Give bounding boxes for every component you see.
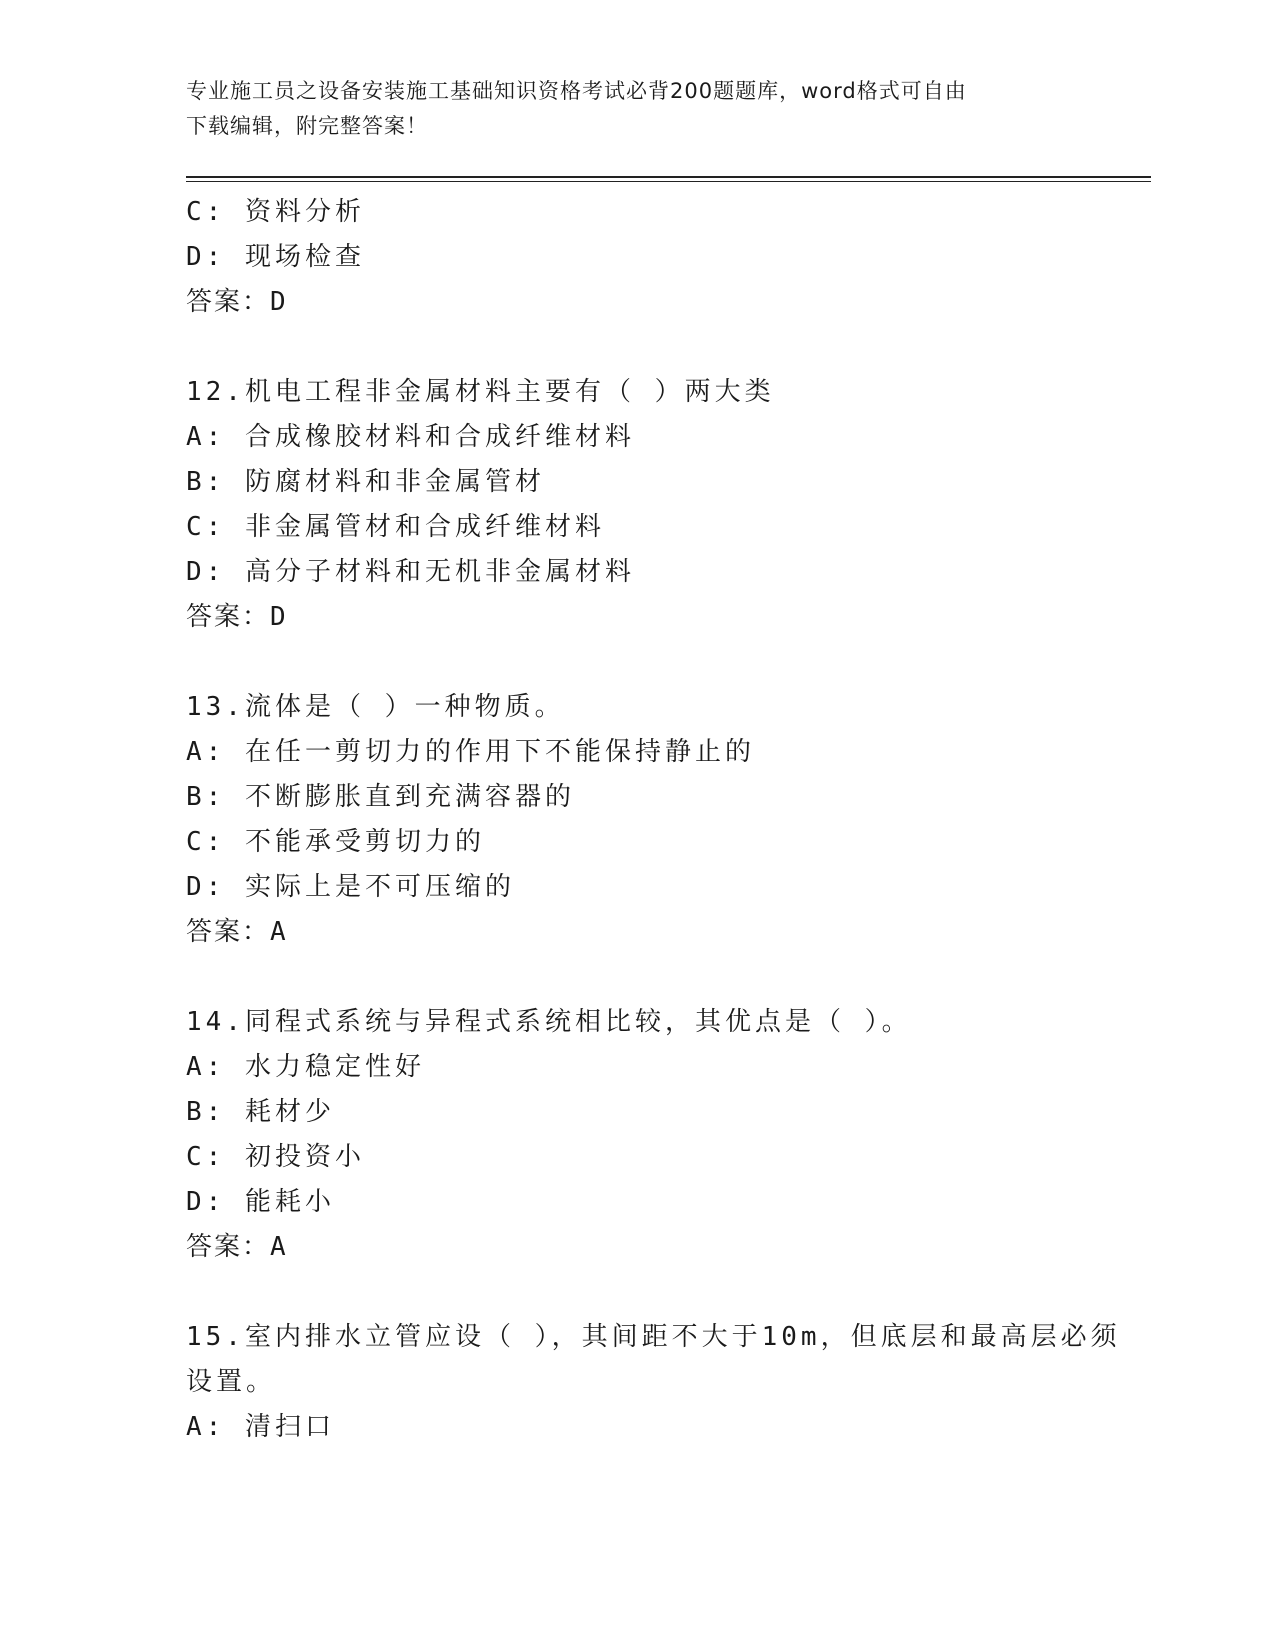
option-d: D: 现场检查 — [186, 242, 365, 272]
option-c: C: 非金属管材和合成纤维材料 — [186, 512, 605, 542]
answer-line — [186, 280, 1086, 325]
option-b: B: 耗材少 — [186, 1097, 335, 1127]
option-b: B: 防腐材料和非金属管材 — [186, 467, 545, 497]
option-d: D: 实际上是不可压缩的 — [186, 872, 515, 902]
option-c: C: 初投资小 — [186, 1142, 365, 1172]
answer-line — [186, 1225, 1086, 1270]
option-d: D: 能耗小 — [186, 1187, 335, 1217]
question-stem-continued: 设置。 — [186, 1367, 277, 1397]
header-line-2: 下载编辑，附完整答案！ — [186, 114, 428, 138]
answer-line — [186, 910, 1086, 955]
answer-value: A — [270, 1232, 288, 1262]
question-list — [186, 190, 1121, 1450]
option-c: C: 资料分析 — [186, 197, 365, 227]
spacer — [186, 640, 1086, 685]
spacer — [186, 955, 1086, 1000]
option-a: A: 合成橡胶材料和合成纤维材料 — [186, 422, 635, 452]
spacer — [186, 1270, 1086, 1315]
answer-label: 答案： — [186, 602, 271, 632]
option-a: A: 在任一剪切力的作用下不能保持静止的 — [186, 737, 755, 767]
header-rule-thin — [186, 181, 1151, 182]
page-header — [186, 74, 1066, 144]
question-stem: 15.室内排水立管应设（ ），其间距不大于10m，但底层和最高层必须 — [186, 1322, 1121, 1352]
answer-value: A — [270, 917, 288, 947]
option-b: B: 不断膨胀直到充满容器的 — [186, 782, 575, 812]
answer-label: 答案： — [186, 917, 271, 947]
question-stem: 12.机电工程非金属材料主要有（ ）两大类 — [186, 377, 775, 407]
header-line-1: 专业施工员之设备安装施工基础知识资格考试必背200题题库，word格式可自由 — [186, 79, 967, 103]
option-a: A: 清扫口 — [186, 1412, 335, 1442]
answer-value: D — [270, 602, 288, 632]
spacer — [186, 325, 1086, 370]
question-stem: 14.同程式系统与异程式系统相比较，其优点是（ ）。 — [186, 1007, 912, 1037]
header-rule-thick — [186, 176, 1151, 178]
option-c: C: 不能承受剪切力的 — [186, 827, 485, 857]
option-a: A: 水力稳定性好 — [186, 1052, 425, 1082]
option-d: D: 高分子材料和无机非金属材料 — [186, 557, 635, 587]
answer-value: D — [270, 287, 288, 317]
answer-line — [186, 595, 1086, 640]
answer-label: 答案： — [186, 287, 271, 317]
answer-label: 答案： — [186, 1232, 271, 1262]
question-stem: 13.流体是（ ）一种物质。 — [186, 692, 565, 722]
